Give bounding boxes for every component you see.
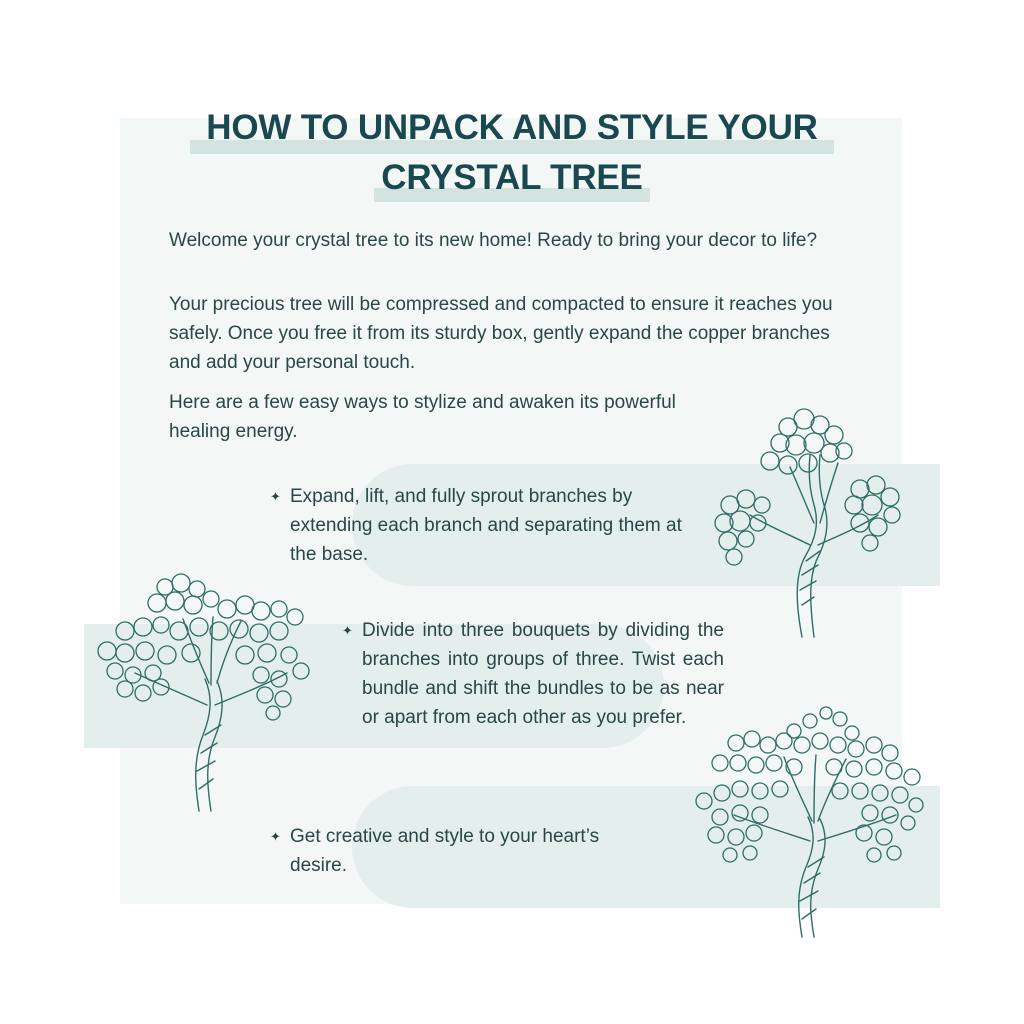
intro-paragraph: Welcome your crystal tree to its new home! Ready to bring your decor to life? [169,230,818,251]
intro-paragraph: Your precious tree will be compressed and compacted to ensure it reaches you safely. Once you free it from its sturdy box, gently expand the copper branches and add your personal touch. [169,294,833,373]
tree-illustration [690,705,930,940]
list-item-text: Divide into three bouquets by dividing the branches into groups of three. Twist each bundle and shift the bundles to be as near or apart from each other as you prefer. [362,620,724,728]
list-item-text: Get creative and style to your heart’s desire. [290,826,600,876]
page-title-line-2: CRYSTAL TREE [381,158,643,197]
sparkle-icon: ✦ [270,489,281,504]
list-item [270,822,650,880]
tree-illustration [710,405,910,640]
sparkle-icon: ✦ [270,829,281,844]
list-item-text: Expand, lift, and fully sprout branches by extending each branch and separating them at the base. [290,486,682,565]
tree-illustration [95,575,315,815]
sparkle-icon: ✦ [342,623,353,638]
list-item [342,616,724,732]
page-title-line-1: HOW TO UNPACK AND STYLE YOUR [206,108,818,147]
intro-paragraph: Here are a few easy ways to stylize and awaken its powerful healing energy. [169,392,676,442]
list-item [270,482,690,569]
